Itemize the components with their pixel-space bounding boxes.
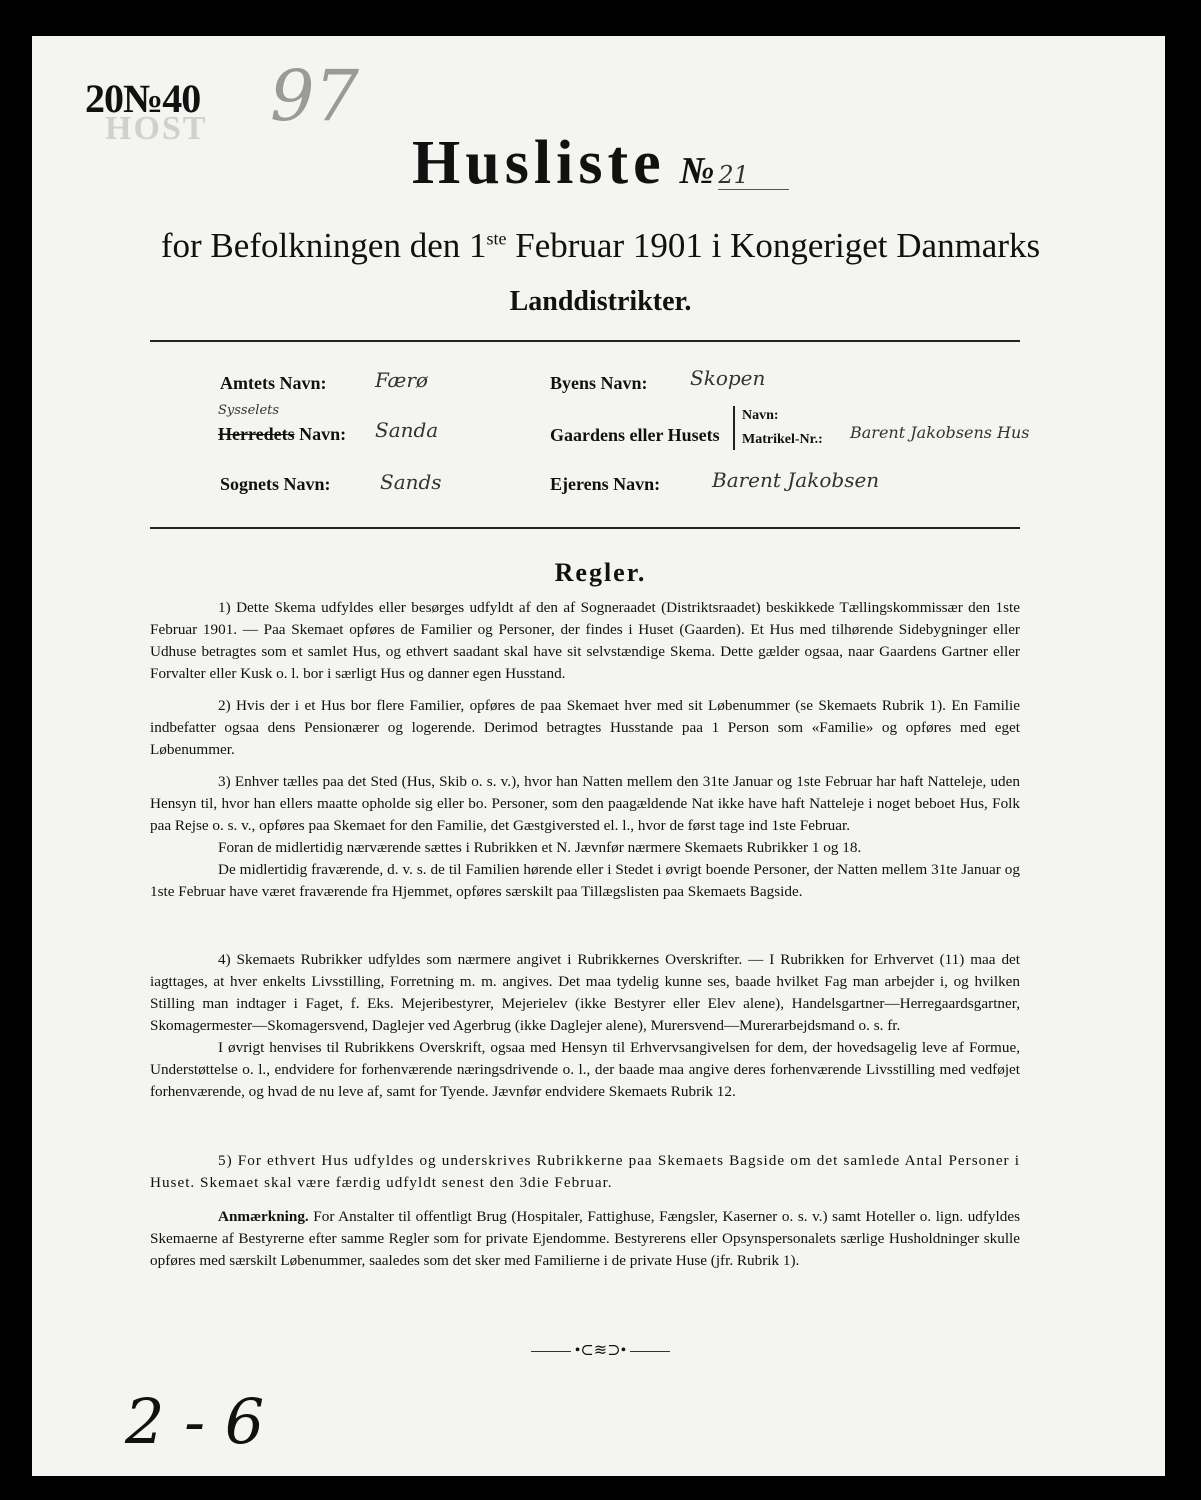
archive-stamp: 20№40 xyxy=(85,76,201,121)
by-value: Skopen xyxy=(690,366,766,390)
top-rule xyxy=(150,340,1020,342)
note-text: For Anstalter til offentligt Brug (Hospitaler, Fattighuse, Fængsler, Kaserner o. s. v.) samt Hoteller o. lign. udfyldes Skemaerne af Bestyrerne efter samme Regler som for private Ejendomme. Bestyrerens eller Opsynspersonalets særlige Husholdninger skulle opføres med særskilt Løbenummer, saaledes som det sker med Familierne i de private Huse (jfr. Rubrik 1). xyxy=(150,1208,1020,1269)
ejer-value: Barent Jakobsen xyxy=(712,468,880,492)
rule-3a-text: 3) Enhver tælles paa det Sted (Hus, Skib o. s. v.), hvor han Natten mellem den 31te Januar og 1ste Februar har haft Natteleje, uden Hensyn til, hvor han ellers maatte opholde sig eller bo. Personer, som den paagældende Nat ikke have haft Natteleje i noget beboet Hus, Folk paa Rejse o. s. v., opføres paa Skemaet for den Familie, det Gæstgiversted el. l., hvor de først tage ind 1ste Februar. xyxy=(150,773,1020,834)
gaard-value: Barent Jakobsens Hus xyxy=(850,423,1030,442)
bleed-through-text: HOST xyxy=(105,110,208,147)
rules-heading: Regler. xyxy=(554,558,647,587)
note xyxy=(150,1206,1020,1272)
gaard-matrikel-label: Matrikel-Nr.: xyxy=(742,432,823,447)
sogn-label: Sognets Navn: xyxy=(220,474,331,494)
subtitle xyxy=(0,226,1201,266)
list-number: 21 xyxy=(718,161,789,190)
bottom-handwritten-note: 2 - 6 xyxy=(125,1385,265,1458)
sogn-value: Sands xyxy=(380,470,442,494)
gaard-navn-label: Navn: xyxy=(742,408,779,423)
note-label: Anmærkning. xyxy=(218,1208,309,1225)
district-type: Landdistrikter. xyxy=(509,286,692,317)
ornament-line-right xyxy=(630,1351,670,1352)
rule-4a-text: 4) Skemaets Rubrikker udfyldes som nærmere angivet i Rubrikkernes Overskrifter. — I Rubrikken for Erhvervet (11) maa det iagttages, at hver enkelts Livsstilling, Forretning m. m. angives. Det maa tydelig kunne ses, baade hvilket Fag man arbejder i, og hvilken Stilling man indtager i Faget, f. Eks. Mejeribestyrer, Mejerielev (ikke Bestyrer eller Elev alene), Handelsgartner—Herregaardsgartner, Skomagermester—Skomagersvend, Daglejer ved Agerbrug (ikke Daglejer alene), Murersvend—Murerarbejdsmand o. s. fr. xyxy=(150,951,1020,1034)
ejer-label: Ejerens Navn: xyxy=(550,474,661,494)
herred-label-rest: Navn: xyxy=(294,424,347,444)
subtitle-sup: ste xyxy=(486,228,507,249)
rule-2-text: 2) Hvis der i et Hus bor flere Familier, opføres de paa Skemaet hver med sit Løbenummer (se Skemaets Rubrik 1). En Familie indbefatter ogsaa dens Pensionærer og logerende. Derimod betragtes Husstande paa 1 Person som «Familie» og opføres med eget Løbenummer. xyxy=(150,697,1020,758)
rule-1 xyxy=(150,597,1020,685)
subtitle-post: Februar 1901 i Kongeriget Danmarks xyxy=(506,226,1041,265)
herred-value: Sanda xyxy=(375,418,439,442)
gaard-label: Gaardens eller Husets xyxy=(550,425,720,445)
rule-3c-text: De midlertidig fraværende, d. v. s. de til Familien hørende eller i Stedet i øvrigt boende Personer, der Natten mellem 31te Januar og 1ste Februar have været fraværende fra Hjemmet, opføres særskilt paa Tillægslisten paa Skemaets Bagside. xyxy=(150,861,1020,900)
page-title: Husliste xyxy=(412,129,666,197)
rule-1-text: 1) Dette Skema udfyldes eller besørges udfyldt af den af Sogneraadet (Distriktsraadet) beskikkede Tællingskommissær den 1ste Februar 1901. — Paa Skemaet opføres de Familier og Personer, der findes i Huset (Gaarden). Et Hus med tilhørende Sidebygninger eller Udhuse betragtes som et samlet Hus, og ethvert saadant skal have sit selvstændige Skema. Dette gælder ogsaa, naar Gaardens Gartner eller Forvalter eller Kusk o. l. bor i særligt Hus og danner egen Husstand. xyxy=(150,599,1020,682)
subtitle-pre: for Befolkningen den 1 xyxy=(160,226,487,265)
ornament xyxy=(0,1340,1201,1360)
rule-5 xyxy=(150,1150,1020,1194)
herred-label xyxy=(218,424,346,445)
bottom-rule xyxy=(150,527,1020,529)
by-label: Byens Navn: xyxy=(550,373,648,393)
rule-4 xyxy=(150,949,1020,1103)
rule-3b-text: Foran de midlertidig nærværende sættes i Rubrikken et N. Jævnfør nærmere Skemaets Rubrikker 1 og 18. xyxy=(218,839,862,856)
rule-4b-text: I øvrigt henvises til Rubrikkens Overskrift, ogsaa med Hensyn til Erhvervsangivelsen for dem, der hovedsagelig leve af Formue, Understøttelse o. l., endvidere for forhenværende næringsdrivende o. l., der baade maa angive deres forhenværende Livsstilling med vedføjet forhenværende, og hvad de nu leve af, samt for Tyende. Jævnfør endvidere Skemaets Rubrik 12. xyxy=(150,1039,1020,1100)
number-symbol: № xyxy=(679,150,715,192)
rule-2 xyxy=(150,695,1020,761)
ornament-glyph: •⊂≋⊃• xyxy=(574,1342,627,1359)
amt-label: Amtets Navn: xyxy=(220,373,327,393)
amt-value: Færø xyxy=(375,368,428,392)
title-row xyxy=(0,128,1201,199)
herred-label-struck: Herredets xyxy=(218,424,295,444)
gaard-brace xyxy=(733,406,735,450)
herred-annotation: Sysselets xyxy=(218,403,280,418)
pencil-mark: 97 xyxy=(270,55,360,137)
rule-5-text: 5) For ethvert Hus udfyldes og underskrives Rubrikkerne paa Skemaets Bagside om det samlede Antal Personer i Huset. Skemaet skal være færdig udfyldt senest den 3die Februar. xyxy=(150,1152,1020,1191)
rule-3 xyxy=(150,771,1020,903)
ornament-line-left xyxy=(531,1351,571,1352)
